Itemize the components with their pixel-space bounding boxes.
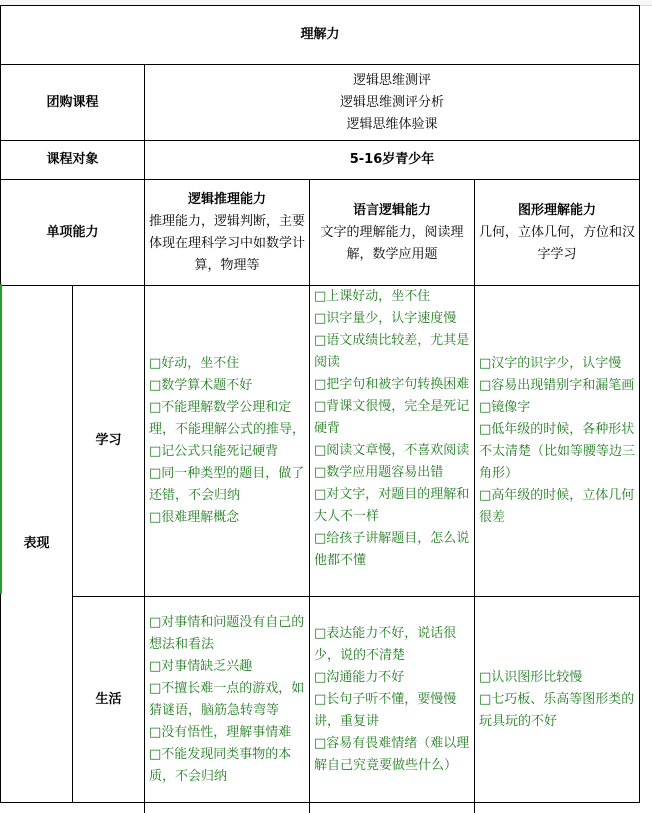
study-logic-cell	[145, 286, 310, 597]
life-language-cell	[310, 597, 475, 803]
ability-desc: 文字的理解能力，阅读理解，数学应用题	[320, 224, 464, 262]
list-item: □数学应用题容易出错	[314, 465, 444, 480]
list-item: □表达能力不好，说话很少，说的不清楚	[314, 625, 457, 663]
list-item: □镜像字	[479, 400, 531, 415]
study-label: 学习	[73, 286, 145, 597]
list-item: □背课文很慢，完全是死记硬背	[314, 399, 470, 436]
list-item: □很难理解概念	[149, 510, 240, 525]
course-target-label: 课程对象	[1, 141, 145, 180]
performance-label: 表现	[1, 286, 73, 803]
symptom-list	[145, 353, 309, 529]
ability-desc: 推理能力，逻辑判断，主要体现在理科学习中如数学计算，物理等	[148, 213, 305, 273]
symptom-list	[310, 286, 474, 572]
list-item: □认识图形比较慢	[479, 669, 583, 685]
list-item: □上课好动，坐不住	[314, 289, 431, 304]
selection-accent-bar	[0, 284, 2, 594]
group-course-list	[145, 65, 640, 141]
group-course-label: 团购课程	[1, 65, 145, 141]
symptom-list	[475, 667, 639, 733]
list-item: □识字量少，认字速度慢	[314, 311, 457, 326]
list-item: □七巧板、乐高等图形类的玩具玩的不好	[479, 691, 635, 729]
course-item: 逻辑思维测评	[353, 72, 432, 88]
list-item: □阅读文章慢，不喜欢阅读	[314, 443, 470, 458]
course-item: 逻辑思维测评分析	[340, 94, 445, 110]
symptom-list	[145, 612, 309, 788]
list-item: □低年级的时候，各种形状不太清楚（比如等腰等边三角形）	[479, 422, 636, 481]
life-graphic-cell	[475, 597, 640, 803]
list-item: □不擅长难一点的游戏，如猜谜语，脑筋急转弯等	[149, 680, 305, 718]
list-item: □对文字，对题目的理解和大人不一样	[314, 487, 470, 524]
list-item: □长句子听不懂，要慢慢讲，重复讲	[314, 691, 457, 729]
list-item: □给孩子讲解题目，怎么说他都不懂	[314, 531, 470, 568]
list-item: □汉字的识字少，认字慢	[479, 356, 622, 371]
life-label: 生活	[73, 597, 145, 803]
list-item: □把字句和被字句转换困难	[314, 377, 470, 392]
list-item: □沟通能力不好	[314, 669, 405, 685]
ability-title: 图形理解能力	[518, 202, 597, 218]
list-item: □没有悟性，理解事情难	[149, 724, 292, 740]
comprehension-table	[0, 5, 640, 803]
course-target-value: 5-16岁青少年	[145, 141, 640, 180]
study-graphic-cell	[475, 286, 640, 597]
list-item: □对事情缺乏兴趣	[149, 658, 253, 674]
list-item: □不能理解数学公理和定理，不能理解公式的推导，	[149, 400, 306, 437]
list-item: □同一种类型的题目，做了还错，不会归纳	[149, 466, 305, 503]
course-item: 逻辑思维体验课	[346, 116, 438, 132]
ability-title: 逻辑推理能力	[187, 191, 266, 207]
ability-graphic-understanding	[475, 180, 640, 286]
list-item: □数学算术题不好	[149, 378, 253, 393]
next-row-strip	[0, 802, 639, 813]
list-item: □不能发现同类事物的本质，不会归纳	[149, 746, 292, 784]
symptom-list	[310, 623, 474, 777]
list-item: □好动，坐不住	[149, 356, 240, 371]
list-item: □容易出现错别字和漏笔画	[479, 378, 635, 393]
ability-desc: 几何，立体几何，方位和汉字学习	[479, 224, 636, 262]
symptom-list	[475, 353, 639, 529]
life-logic-cell	[145, 597, 310, 803]
ability-title: 语言逻辑能力	[352, 202, 431, 218]
ability-logic-reasoning	[145, 180, 310, 286]
list-item: □对事情和问题没有自己的想法和看法	[149, 614, 305, 652]
table-title: 理解力	[1, 6, 640, 65]
list-item: □记公式只能死记硬背	[149, 444, 279, 459]
list-item: □容易有畏难情绪（难以理解自己究竟要做些什么）	[314, 735, 470, 773]
single-ability-label: 单项能力	[1, 180, 145, 286]
list-item: □语文成绩比较差，尤其是阅读	[314, 333, 470, 370]
study-language-cell	[310, 286, 475, 597]
list-item: □高年级的时候，立体几何很差	[479, 488, 635, 525]
ability-language-logic	[310, 180, 475, 286]
